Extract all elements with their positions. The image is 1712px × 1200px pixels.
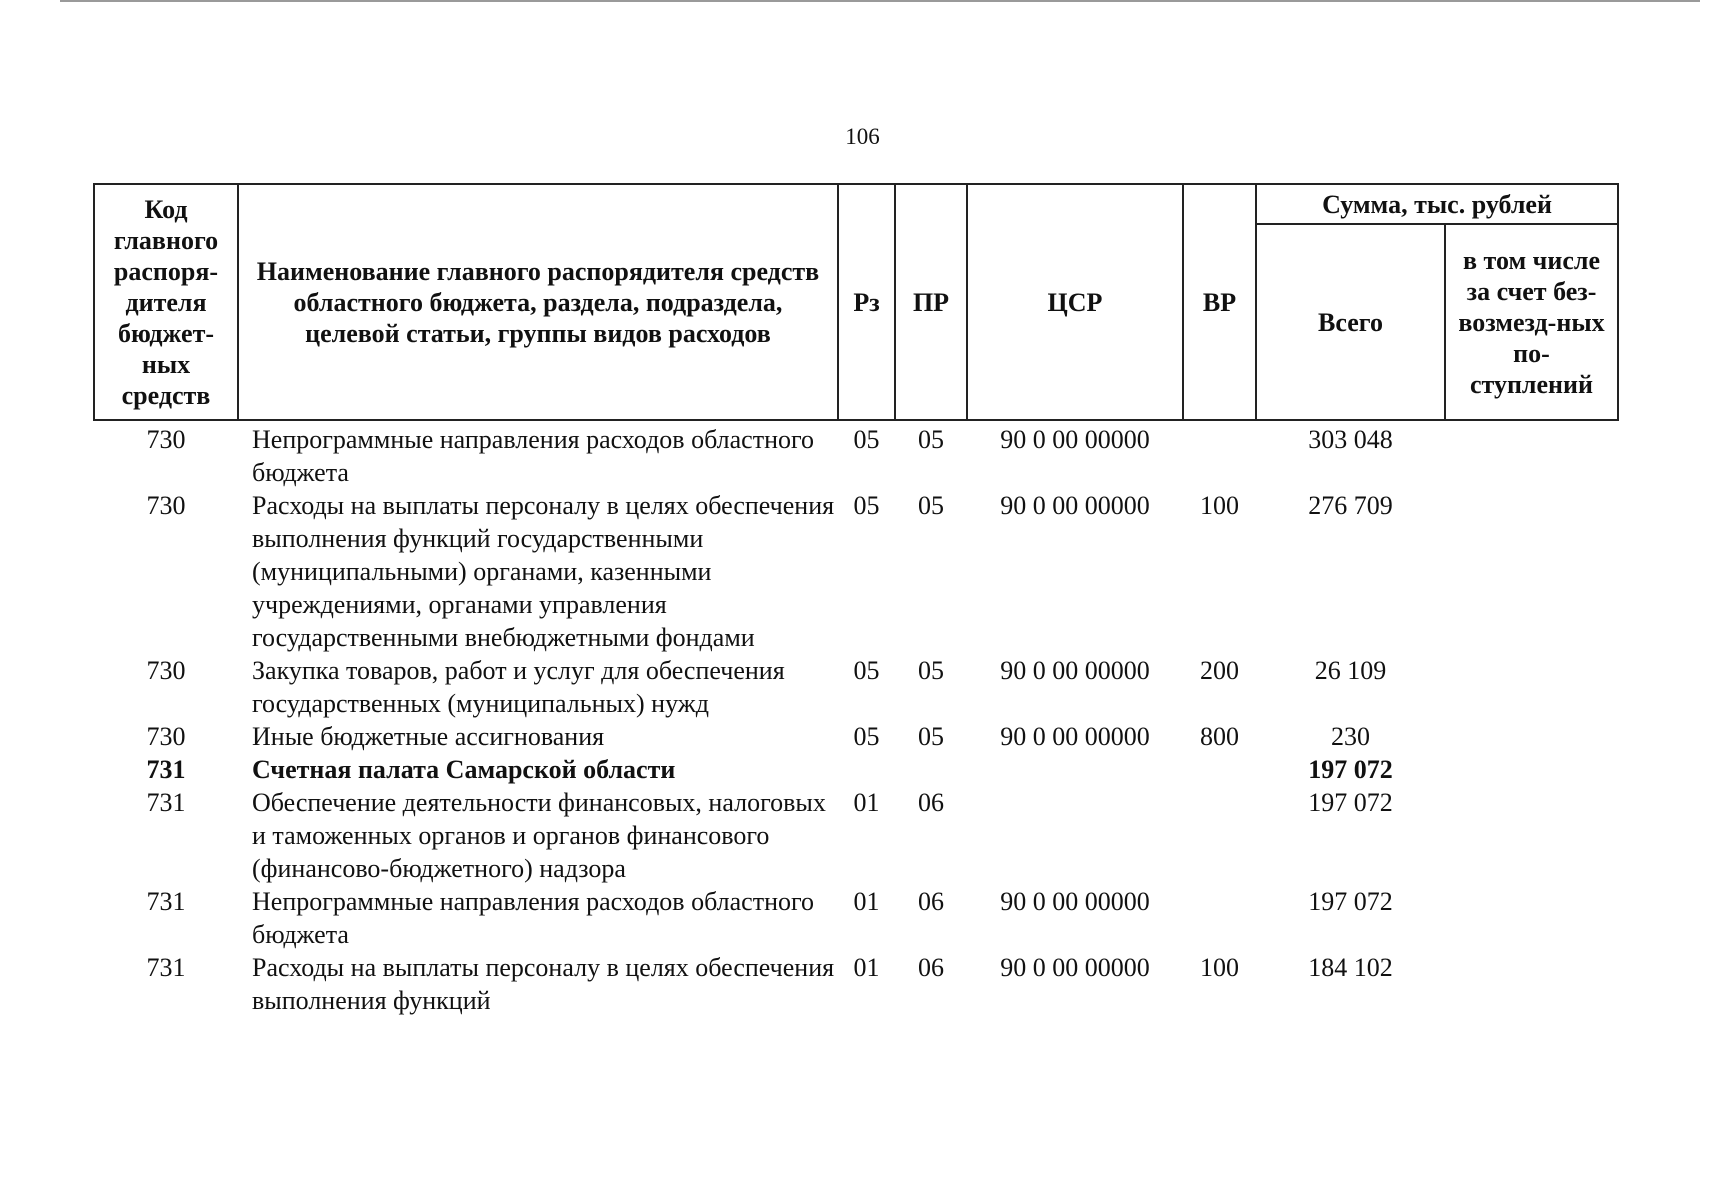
cell-pr: 06 [918,788,944,817]
cell-total: 184 102 [1308,953,1393,982]
cell-vr: 100 [1200,491,1239,520]
scan-top-edge [60,0,1700,2]
cell-csr: 90 0 00 00000 [1000,491,1150,520]
page-number: 106 [845,124,880,149]
cell-pr: 06 [918,887,944,916]
cell-vr [1183,786,1256,885]
cell-csr: 90 0 00 00000 [1000,953,1150,982]
cell-grants [1445,753,1618,786]
table-row [94,420,1618,489]
cell-code: 731 [146,788,186,817]
cell-name: Расходы на выплаты персоналу в целях обеспечения выполнения функций [252,953,835,1015]
cell-grants [1445,654,1618,720]
cell-total: 197 072 [1308,755,1393,784]
cell-grants [1445,720,1618,753]
cell-vr [1183,885,1256,951]
cell-name: Счетная палата Самарской области [252,755,676,784]
cell-code: 731 [146,953,186,982]
cell-total: 303 048 [1308,425,1393,454]
cell-rz: 01 [853,788,880,817]
cell-pr: 05 [918,656,944,685]
cell-vr: 200 [1200,656,1239,685]
cell-rz: 05 [853,722,880,751]
cell-code: 731 [146,755,186,784]
cell-vr: 100 [1200,953,1239,982]
cell-pr [895,753,967,786]
header-vr: ВР [1183,184,1256,420]
cell-csr [967,786,1183,885]
cell-name: Закупка товаров, работ и услуг для обеспечения государственных (муниципальных) нужд [252,656,785,718]
table-row [94,753,1618,786]
cell-grants [1445,489,1618,654]
cell-vr: 800 [1200,722,1239,751]
cell-grants [1445,885,1618,951]
header-total: Всего [1256,224,1445,420]
cell-code: 731 [146,887,186,916]
cell-code: 730 [146,656,186,685]
cell-total: 26 109 [1314,656,1387,685]
cell-name: Непрограммные направления расходов областного бюджета [252,887,814,949]
cell-total: 197 072 [1308,887,1393,916]
cell-grants [1445,951,1618,1017]
cell-name: Обеспечение деятельности финансовых, налоговых и таможенных органов и органов финансового (финансово-бюджетного) надзора [252,788,826,883]
cell-csr: 90 0 00 00000 [1000,425,1150,454]
header-csr: ЦСР [967,184,1183,420]
header-sum: Сумма, тыс. рублей [1256,184,1618,224]
table-row [94,720,1618,753]
header-grants: в том числе за счет без-возмезд-ных по-ступлений [1445,224,1618,420]
cell-vr [1183,753,1256,786]
cell-code: 730 [146,722,186,751]
cell-vr [1183,420,1256,489]
header-rz: Рз [838,184,895,420]
cell-code: 730 [146,491,186,520]
table-row [94,951,1618,1017]
cell-name: Непрограммные направления расходов областного бюджета [252,425,814,487]
budget-table [93,183,1619,1017]
table-row [94,786,1618,885]
cell-name: Расходы на выплаты персоналу в целях обеспечения выполнения функций государственными (муниципальными) органами, казенными учреждениями, органами управления государственными внебюджетными фондами [252,491,835,652]
cell-rz: 05 [853,425,880,454]
header-code: Код главного распоря-дителя бюджет-ных средств [94,184,238,420]
table-row [94,654,1618,720]
cell-rz: 05 [853,656,880,685]
cell-csr: 90 0 00 00000 [1000,656,1150,685]
cell-code: 730 [146,425,186,454]
cell-pr: 06 [918,953,944,982]
table-row [94,885,1618,951]
cell-total: 276 709 [1308,491,1393,520]
cell-rz: 01 [853,887,880,916]
cell-grants [1445,786,1618,885]
cell-rz [838,753,895,786]
cell-rz: 01 [853,953,880,982]
cell-grants [1445,420,1618,489]
cell-csr [967,753,1183,786]
cell-pr: 05 [918,425,944,454]
cell-name: Иные бюджетные ассигнования [252,722,605,751]
table-row [94,489,1618,654]
cell-total: 230 [1331,722,1370,751]
header-pr: ПР [895,184,967,420]
cell-rz: 05 [853,491,880,520]
cell-csr: 90 0 00 00000 [1000,722,1150,751]
cell-csr: 90 0 00 00000 [1000,887,1150,916]
cell-total: 197 072 [1308,788,1393,817]
header-name: Наименование главного распорядителя средств областного бюджета, раздела, подраздела, целевой статьи, группы видов расходов [238,184,838,420]
cell-pr: 05 [918,491,944,520]
cell-pr: 05 [918,722,944,751]
